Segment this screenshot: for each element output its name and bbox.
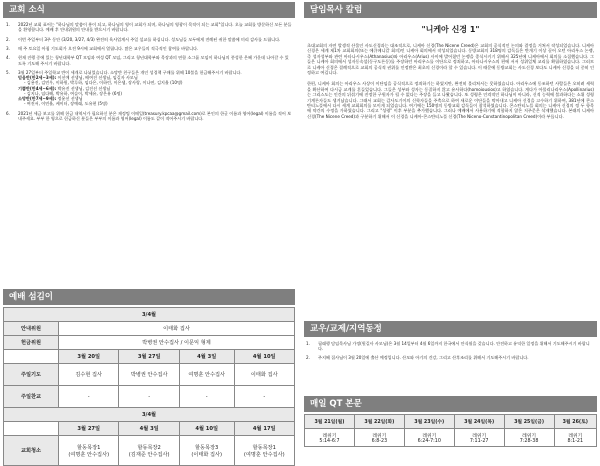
schedule-header: [3, 289, 295, 305]
qt-book: 레위기: [322, 433, 337, 439]
mission-item-number: 2.: [306, 355, 310, 361]
qt-verse: 7:28-38: [519, 438, 539, 444]
mission-header-title: 교우/교제/지역동정: [310, 324, 382, 334]
qt-verse: 6:8-23: [371, 438, 388, 444]
qt-day: 3월 23일(수): [404, 415, 454, 429]
news-item-number: 4.: [6, 55, 10, 61]
schedule-table: [3, 307, 295, 466]
column-header-title: 담임목사 칼럼: [310, 5, 363, 15]
news-item-body: [18, 46, 198, 51]
mission-item: [306, 341, 594, 351]
qt-passage: [305, 429, 355, 447]
news-item: [6, 55, 292, 65]
mission-item: [306, 355, 594, 360]
date-bottom-3: 4월 10일: [179, 422, 234, 436]
clean-label: 교회청소: [4, 436, 59, 466]
date-top-2: 3월 27일: [119, 350, 179, 364]
news-item-body: [18, 111, 292, 121]
mission-list: [306, 341, 594, 365]
news-item-text: 3월 27일부터 주일학교 반이 세개로 나뉘었습니다. 소망반 친구들은 개인 성경책 구매를 위해 10불을 헌금해주시기 바랍니다.: [18, 69, 242, 75]
news-item-text: 이번 주일부터 3주 동안 (3/20, 3/27, 4/3) 완전히 육사업계서 주일 설교를 하십니다. 성도님들 모두에게 전례된 귀한 말씀에 미리 감사를 드립니다.: [18, 36, 281, 42]
news-header: [3, 2, 295, 18]
qt-day: 3월 25일(금): [504, 415, 554, 429]
clean-1: [59, 436, 119, 466]
class-text: - 김지나, 임다해, 박유하, 여슬이, 박세유, 장은유 (6명): [24, 90, 123, 96]
column-title: "니케아 신경 1": [421, 25, 480, 34]
clean-leader: (여명훈 안수집사): [243, 451, 285, 458]
column-header: [304, 2, 597, 18]
mission-item-text: 필래행 담임목사님 가정(원길사 사모님)은 3월 14일부터 4월 6일까지 한국에서 안식월을 갖습니다. 안전하고 유익한 일정을 위해서 기도해주시기 바랍니다.: [318, 341, 590, 352]
news-item-number: 5.: [6, 69, 10, 75]
prayer-3: 여명훈 안수집사: [179, 364, 234, 386]
mission-item-text: 주지혜 집사님이 3월 20일에 출산 예정입니다. 산모와 아기의 건강, 그리고 산후조리를 위해서 기도해주시기 바랍니다.: [318, 355, 529, 361]
class-text: - 여진서, 이민율, 케이터, 장예래, 도유현 (5명): [24, 101, 108, 107]
clean-team: 할동목장2: [137, 444, 161, 451]
clean-team: 할동목장1: [77, 444, 101, 451]
qt-book: 레위기: [472, 433, 487, 439]
qt-passage: [554, 429, 596, 447]
date-top-4: 4월 10일: [234, 350, 295, 364]
column-paragraph-1: 초대교회의 자연 발생적 산물인 사도신경과는 대조적으로, 니케아 신경(The Nicene Creed)은 교회의 공식적인 논의와 결정을 거쳐서 작성되었습니다. 니케아 신경은 세계 제1차 교회회의(또는 에큐메니칼 회의)인 니케아 회의에서 작성되었습니다. 동방교회의 318명의 감독들은 반개기 이상 끌어 오던 아리우스 논쟁, 즉 성자성부와 관련 아타나시우스(Athanasius)와 아리우스(Arius) 사이에 발어졌던 논쟁을 종식시키기 위해서 325년에 니케아에서 회의를 소집했습니다. 그들은 니케아 회의에서 성자동속설(동구도론동)를 주장하던 아리우스를 이단으로 정죄하고, 아타나시우스의 편에 서서 성위일체 교리를 확립하였습니다. 그러므로 니케아 신경은 결례적으로 교회의 공식적 권위를 인정받은 최초의 신경이라 할 수 있습니다. 이 때문에 동방교회는 사도신경 보다도 니케아 신경을 더 중히 인정하고 여깁니다.: [307, 43, 594, 76]
offering-label: 헌금위원: [4, 336, 59, 350]
news-list: [6, 22, 292, 125]
qt-passage: [354, 429, 404, 447]
qt-passage: [404, 429, 454, 447]
offering-value: 박병권 안수집사 / 이문익 형제: [59, 336, 295, 350]
class-text: 이선예 선생님, 배여진 선생님, 임길자 사모님: [56, 75, 138, 81]
qt-verse: 6:24-7:10: [417, 438, 441, 444]
news-item-number: 3.: [6, 45, 10, 51]
qt-verse: 7:11-27: [469, 438, 489, 444]
qt-passage: [504, 429, 554, 447]
clean-2: [119, 436, 179, 466]
memo-2: -: [119, 386, 179, 408]
news-item-body: [18, 22, 292, 32]
news-items: [6, 22, 292, 121]
qt-book: 레위기: [372, 433, 387, 439]
news-item-text: 매 주 토요일 아침 기도회가 오전 9시에 교회에서 열립니다. 많은 교우들의 적극적인 참여를 바랍니다.: [18, 45, 199, 51]
news-item-body: [18, 55, 292, 65]
news-item-body: [18, 70, 242, 106]
prayer-4: 이태화 집사: [234, 364, 295, 386]
qt-book: 레위기: [422, 433, 437, 439]
prayer-label: 주일기도: [4, 364, 59, 386]
qt-day: 3월 24일(목): [454, 415, 504, 429]
memo-label: 주일찬교: [4, 386, 59, 408]
qt-day: 3월 22일(화): [354, 415, 404, 429]
memo-3: -: [179, 386, 234, 408]
news-item: [6, 70, 292, 106]
qt-header-title: 매일 QT 본문: [310, 399, 362, 409]
memo-4: -: [234, 386, 295, 408]
clean-4: [234, 436, 295, 466]
clean-team: 할동목장3: [195, 444, 219, 451]
column-body: [307, 21, 594, 125]
date-top-3: 4월 3일: [179, 350, 234, 364]
column-paragraph-2: 한편, 니케아 회의는 아리우스 사상이 이단임을 공식적으로 정죄하기는 하였지만, 완전히 물리쳐서는 못하였습니다. 아리우스에 동조하던 사람들은 오히려 세력을 확산하여 다시금 교계를 흔들었습니다. 그들은 성부와 성자는 동질하지 않고 유사하다(homoiousios)고 하였습니다. 게다가 아폴리나리우스(Apollinarius)는 그리스도는 인간의 뒤섞기에 진정한 구원자가 될 수 없다는 주장을 들고 나왔습니다. 또 성령은 인격적인 하나님이 아니라, 신적 능력에 불과하다는 소위 성령 기계론자들도 생겨났습니다. 그래서 교회는 갑사도기이의 신학자들을 주축으로 하여 새로운 이단들을 막아내고 니케아 신경을 고수하기 위하여, 381년에 콘스탄티노플에서 다시 세계 교회회의를 모이게 되었습니다. 여기에는 150명의 동방교회 감독들이 참석하였습니다. 콘스탄티노플 회의는 니케아 신경의 정 두 항목에 약간의 수정을 가하였습니다. 그리고 "성령" 이후 부분을 추가했습니다. 그러나 예배에서 사용하기에 적합하지 않은 저주문은 삭제했습니다. 본래의 니케아 신경(The Nicene Creed)과 구분하기 위해서 이 신경을 니케아-콘스탄티노플 신경(The Niceno-Constantinopolitan Creed)이라 부릅니다.: [307, 81, 594, 119]
class-label: 기쁨반(만4세~6세):: [18, 85, 57, 91]
clean-3: [179, 436, 234, 466]
news-item-number: 2.: [6, 36, 10, 42]
qt-passage: [454, 429, 504, 447]
class-text: - 김용진, 김민우, 이하원, 박루하, 임다은, 이하린, 이은샘, 장사랑, 이나연, 김지율 (10명): [24, 80, 183, 86]
date-bottom-2: 4월 3일: [119, 422, 179, 436]
clean-leader: (이태화 집사): [191, 451, 223, 458]
class-label: 믿음반(만2세~3세):: [18, 75, 57, 81]
clean-leader: (여명훈 안수집사): [68, 451, 110, 458]
class-label: 소망반(만7세~9세):: [18, 95, 57, 101]
memo-1: -: [59, 386, 119, 408]
news-item: [6, 111, 292, 121]
schedule-header-title: 예배 섬김이: [9, 292, 54, 302]
news-item-text: 2021년 세금 보고를 위해 헌금 내역서가 필요하신 분은 재정팀 이메일(treasury.kpcaa@gmail.com)로 본인의 한글 이름과 영어(legal) 이름을 적어 보내주세요. 부부 한 영으로 헌금하신 분들은 부부의 이름과 영어(legal) 이름도 같이 적어주시기 바랍니다.: [18, 110, 292, 121]
qt-verse: 5:14-6:7: [319, 438, 340, 444]
qt-book: 레위기: [568, 433, 583, 439]
qt-day: 3월 21일(월): [305, 415, 355, 429]
date-bottom-4: 4월 17일: [234, 422, 295, 436]
qt-table: [304, 414, 597, 447]
news-item: [6, 37, 292, 42]
schedule-month-bottom: 3/4월: [4, 408, 295, 422]
qt-header: [304, 396, 597, 412]
news-item-body: [18, 37, 280, 42]
news-item-text: 현재 진행 중에 있는 청년대학부 QT 모임과 여성 QT 모임, 그리고 청년대학부와 목장과의 연합 소그룹 모임이 하나님의 풍성한 은혜 가운데 나아갈 수 있도록 기도해 주시기 바랍니다.: [18, 55, 289, 66]
greeter-label: 안내위원: [4, 322, 59, 336]
date-top-1: 3월 20일: [59, 350, 119, 364]
news-item-number: 1.: [6, 22, 10, 27]
class-line: [18, 101, 242, 106]
news-item-text: 2022년 교회 표어는 "하나님의 말씀이 흥이 되고, 하나님의 영이 교회가 되며, 하나님의 영광이 목적이 되는 교회"입니다. 오늘 교회를 방문하신 모든 분들을 환영합니다. 예배 후 안내위원의 안내를 받으시기 바랍니다.: [18, 22, 292, 33]
qt-verse: 8:1-21: [567, 438, 584, 444]
mission-header: [304, 321, 597, 337]
news-item: [6, 22, 292, 32]
news-header-title: 교회 소식: [9, 5, 45, 15]
qt-book: 레위기: [522, 433, 537, 439]
class-text: 박유진 선생님, 김진선 선생님: [56, 85, 111, 91]
clean-team: 할동목장1: [252, 444, 276, 451]
news-item: [6, 46, 292, 51]
news-item-number: 6.: [6, 110, 10, 116]
date-bottom-1: 3월 27일: [59, 422, 119, 436]
mission-item-number: 1.: [306, 341, 310, 346]
greeter-value: 이태화 집사: [59, 322, 295, 336]
qt-day: 3월 26(토): [554, 415, 596, 429]
schedule-month-top: 3/4월: [4, 308, 295, 322]
prayer-1: 김수현 집사: [59, 364, 119, 386]
prayer-2: 박병권 안수집사: [119, 364, 179, 386]
clean-leader: (김재준 안수집사): [128, 451, 170, 458]
class-text: 정윤선 선생님: [56, 95, 83, 101]
